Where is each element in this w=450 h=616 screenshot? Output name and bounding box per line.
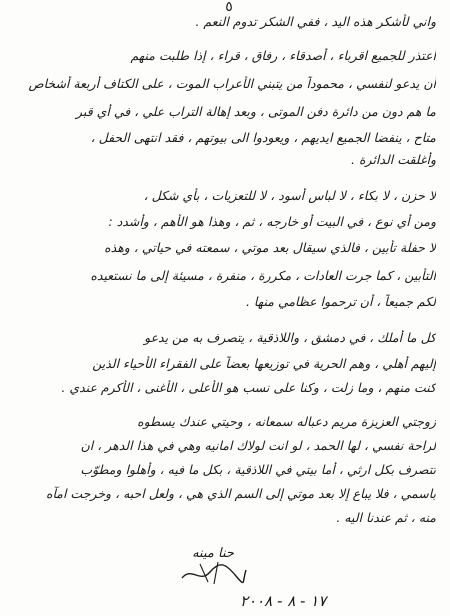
signoff-name: حنا مينه xyxy=(192,546,234,561)
letter-line: ما هم دون من دائرة دفن الموتى ، وبعد إهالة التراب علي ، في أي قبر xyxy=(76,104,436,119)
page-number: ٥ xyxy=(225,0,233,15)
letter-line: إليهم أهلي ، وهم الحرية في توزيعها بعضاً على الفقراء الأحياء الذين xyxy=(92,356,436,371)
letter-line: باسمي ، فلا يباع إلا بعد موتي إلى السم الذي هي ، ولعل احبه ، وخرجت امآه xyxy=(45,486,436,501)
letter-line: التأبين ، كما جرت العادات ، مكررة ، منفرة ، مسيئة إلى ما نستعيده xyxy=(90,268,436,283)
letter-line: متاح ، ينفضا الجميع ايديهم ، ويعودوا الى بيوتهم ، فقد انتهى الحفل ، xyxy=(90,130,436,145)
letter-line: أن يدعو لنفسي ، محموداً من يتبني الأعراب الموت ، على الكتاف أربعة أشخاص xyxy=(28,76,436,91)
letter-line: واني لأشكر هذه اليد ، ففي الشكر تدوم النعم . xyxy=(195,14,436,29)
letter-line: منه ، ثم عندنا اليه . xyxy=(336,510,436,525)
letter-line: لراحة نفسي ، لها الحمد ، لو انت لولاك امانيه وهي في هذا الدهر ، ان xyxy=(80,438,436,453)
letter-line: أعتذر للجميع اقرباء ، أصدقاء ، رفاق ، قراء ، إذا طلبت منهم xyxy=(130,48,436,63)
letter-date: ١٧ - ٨ - ٢٠٠٨ xyxy=(240,592,327,610)
letter-line: تتصرف بكل ارثي ، أما بيتي في اللاذقية ، بكل ما فيه ، وأهلوا ومطوّب xyxy=(80,462,436,477)
letter-line: كنت منهم ، وما زلت ، وكنا على نسب هو الأعلى ، الأغنى ، الأكرم عندي . xyxy=(61,380,436,395)
letter-line: وأغلقت الدائرة . xyxy=(351,152,436,167)
letter-line: لا حزن ، لا بكاء ، لا لباس أسود ، لا للتعزيات ، بأي شكل ، xyxy=(143,188,436,203)
letter-line: ومن أي نوع ، في البيت أو خارجه ، ثم ، وهذا هو الأهم ، وأشدد : xyxy=(108,214,436,229)
letter-line: لا حفلة تأبين ، فالذي سيقال بعد موتي ، سمعته في حياتي ، وهذه xyxy=(104,240,436,255)
letter-line: زوجتي العزيزة مريم دعباله سمعانه ، وحيتي عندك يسطوه xyxy=(137,414,436,429)
signature-image xyxy=(178,558,248,586)
letter-line: لكم جميعاً ، أن ترحموا عظامي منها . xyxy=(245,294,436,309)
letter-line: كل ما أملك ، في دمشق ، واللاذقية ، يتصرف به من يدعو xyxy=(144,330,436,345)
